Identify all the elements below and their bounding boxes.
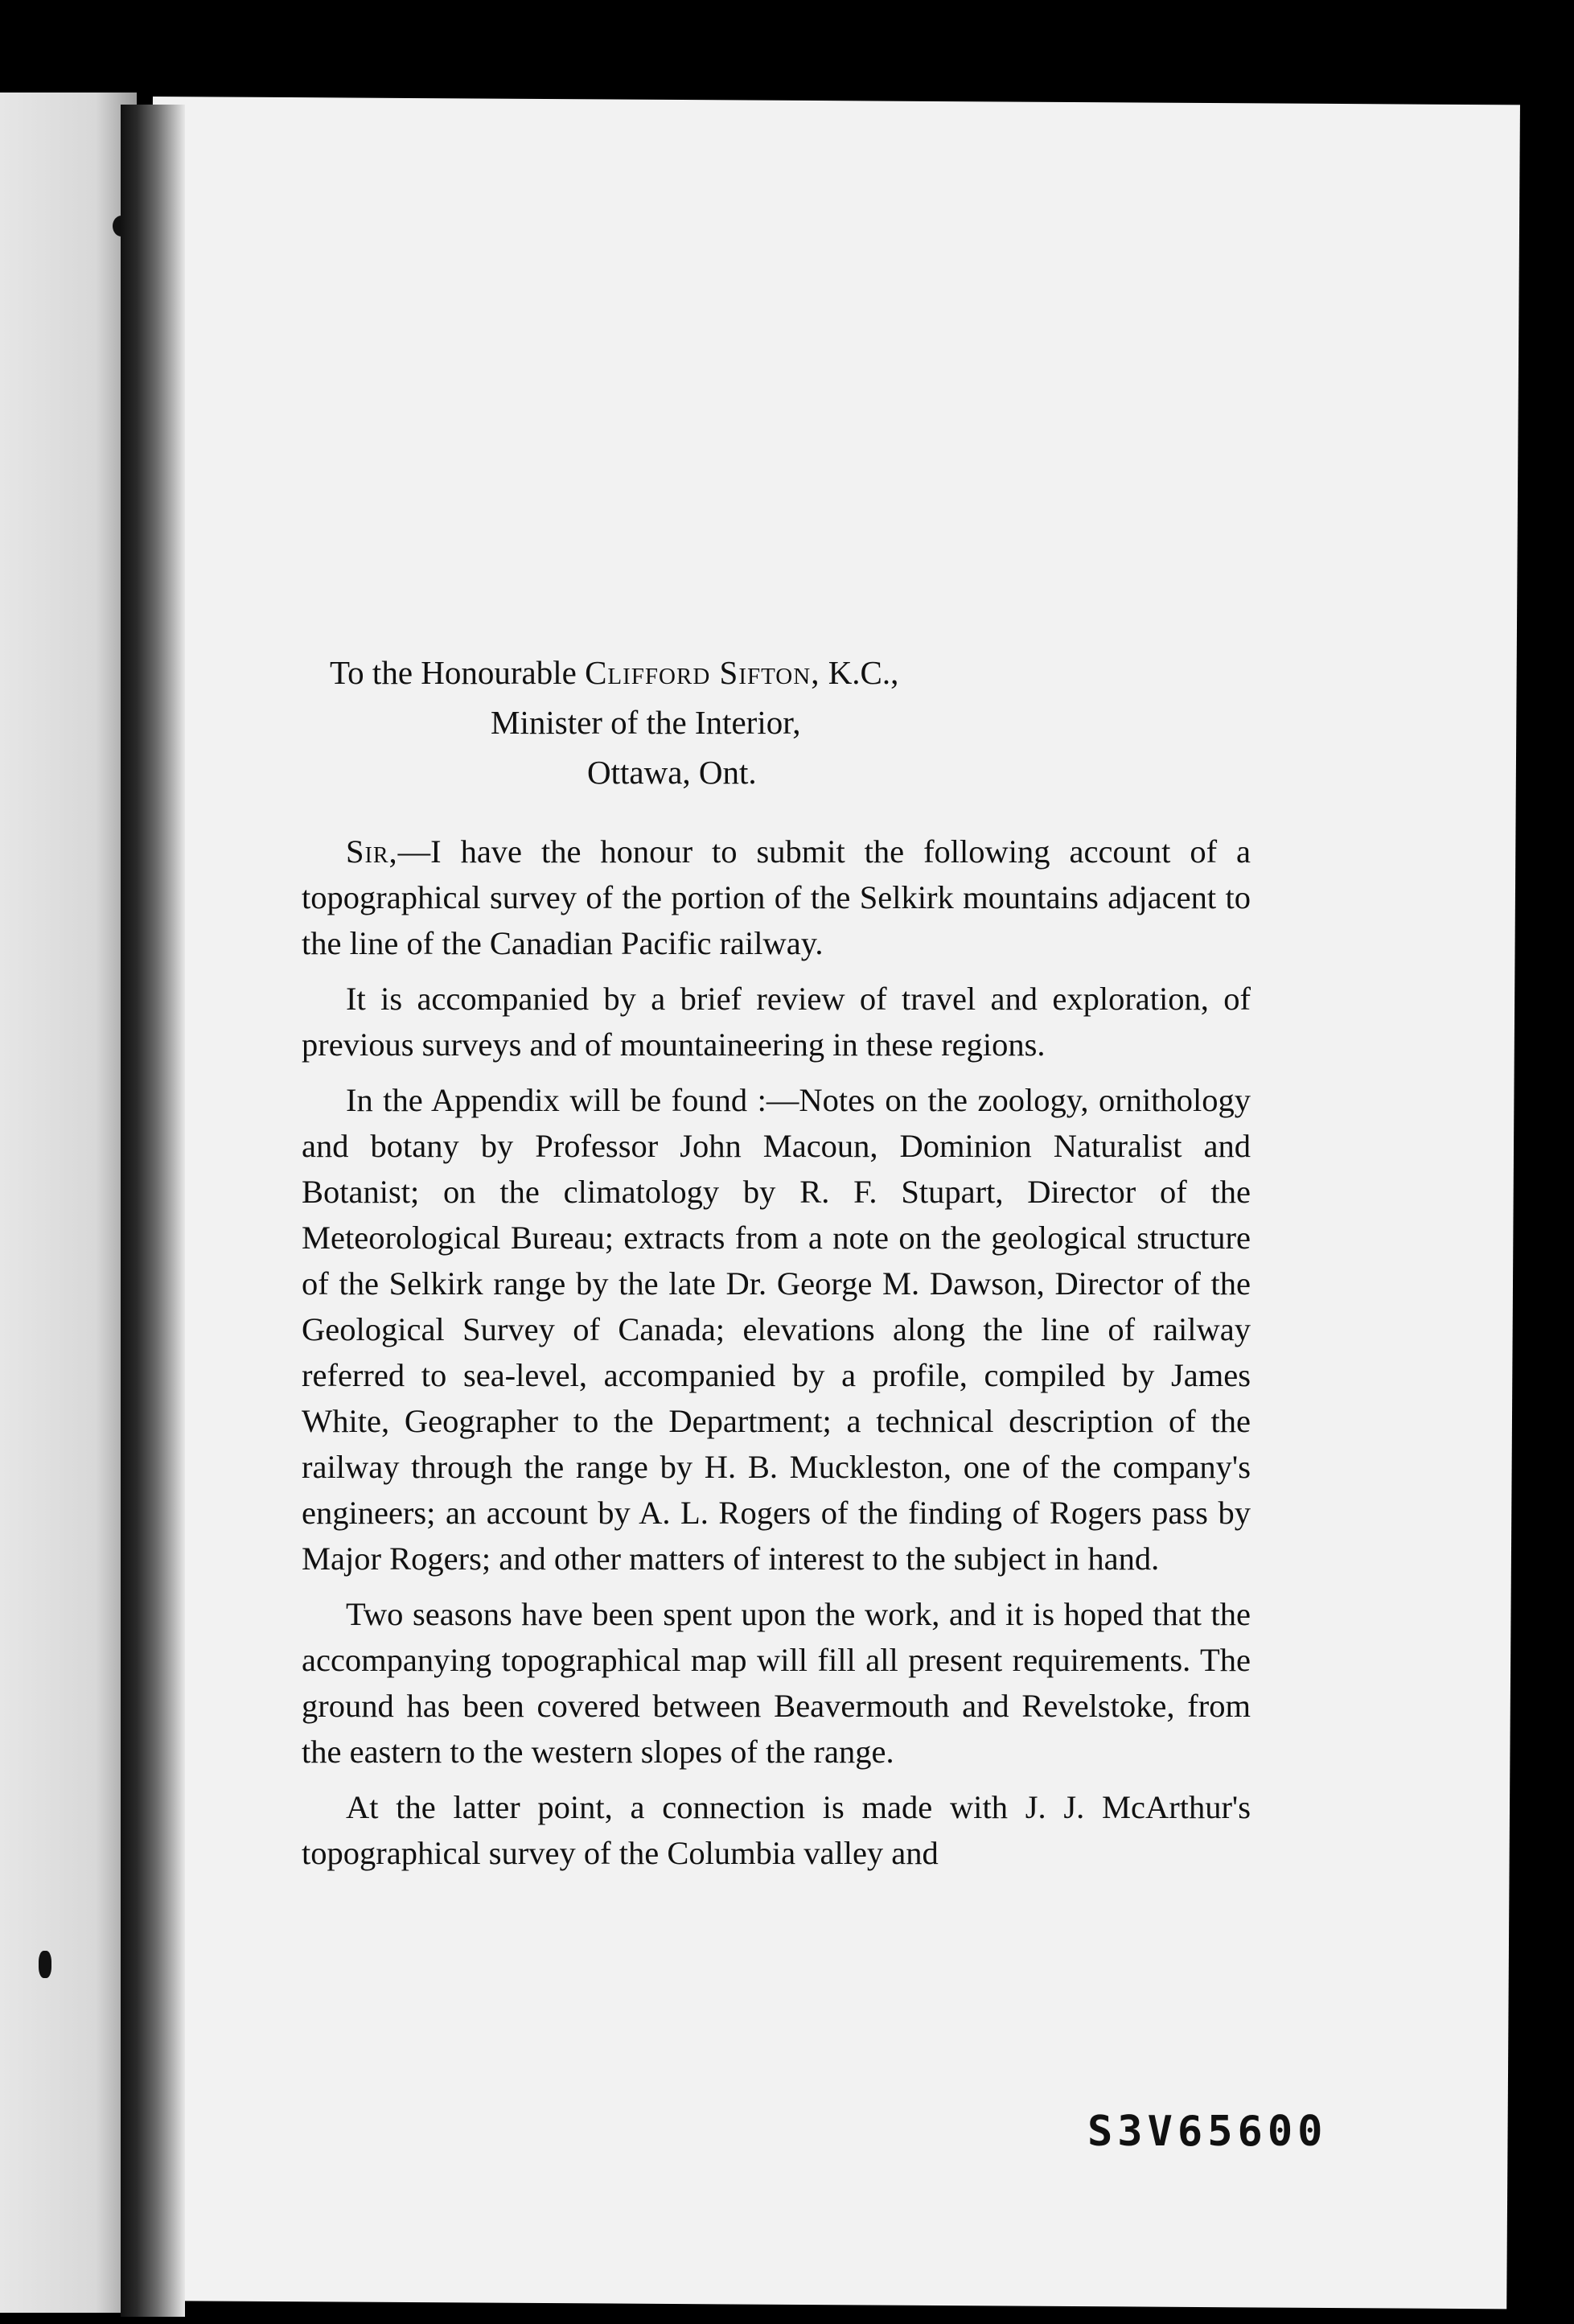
scan-speck — [39, 1951, 51, 1978]
paragraph-1 — [302, 829, 1251, 966]
catalog-number-stamp: S3V65600 — [1087, 2108, 1328, 2156]
paragraph-3: In the Appendix will be found :—Notes on the zoology, ornithology and botany by Professor John Macoun, Dominion Naturalist and Botanist; on the climatology by R. F. Stupart, Director of the Meteorological Bureau; extracts from a note on the geological structure of the Selkirk range by the late Dr. George M. Dawson, Director of the Geological Survey of Canada; elevations along the line of railway referred to sea-level, accompanied by a profile, compiled by James White, Geographer to the Department; a technical description of the railway through the range by H. B. Muckleston, one of the company's engineers; an account by A. L. Rogers of the finding of Rogers pass by Major Rogers; and other matters of interest to the subject in hand. — [302, 1082, 1251, 1577]
page-gutter-shadow — [121, 105, 185, 2317]
address-honorific: K.C., — [828, 654, 899, 691]
address-line-3: Ottawa, Ont. — [587, 754, 757, 791]
facing-page-edge — [0, 93, 137, 2313]
address-line-2: Minister of the Interior, — [491, 704, 801, 741]
address-block — [330, 648, 898, 797]
paragraph-4: Two seasons have been spent upon the work, and it is hoped that the accompanying topographical map will fill all present requirements. The ground has been covered between Beavermouth and Revelstoke, from the eastern to the western slopes of the range. — [302, 1596, 1251, 1770]
address-name: Clifford Sifton, — [585, 654, 820, 691]
paragraph-5: At the latter point, a connection is made with J. J. McArthur's topographical survey of the Columbia valley and — [302, 1789, 1251, 1871]
address-prefix: To the Honourable — [330, 654, 577, 691]
letter-body — [302, 829, 1251, 1886]
address-line-1 — [330, 654, 898, 691]
paragraph-2: It is accompanied by a brief review of travel and exploration, of previous surveys and of mountaineering in these regions. — [302, 981, 1251, 1063]
salutation: Sir, — [346, 833, 398, 870]
paragraph-1-text: —I have the honour to submit the following account of a topographical survey of the portion of the Selkirk mountains adjacent to the line of the Canadian Pacific railway. — [302, 833, 1251, 961]
